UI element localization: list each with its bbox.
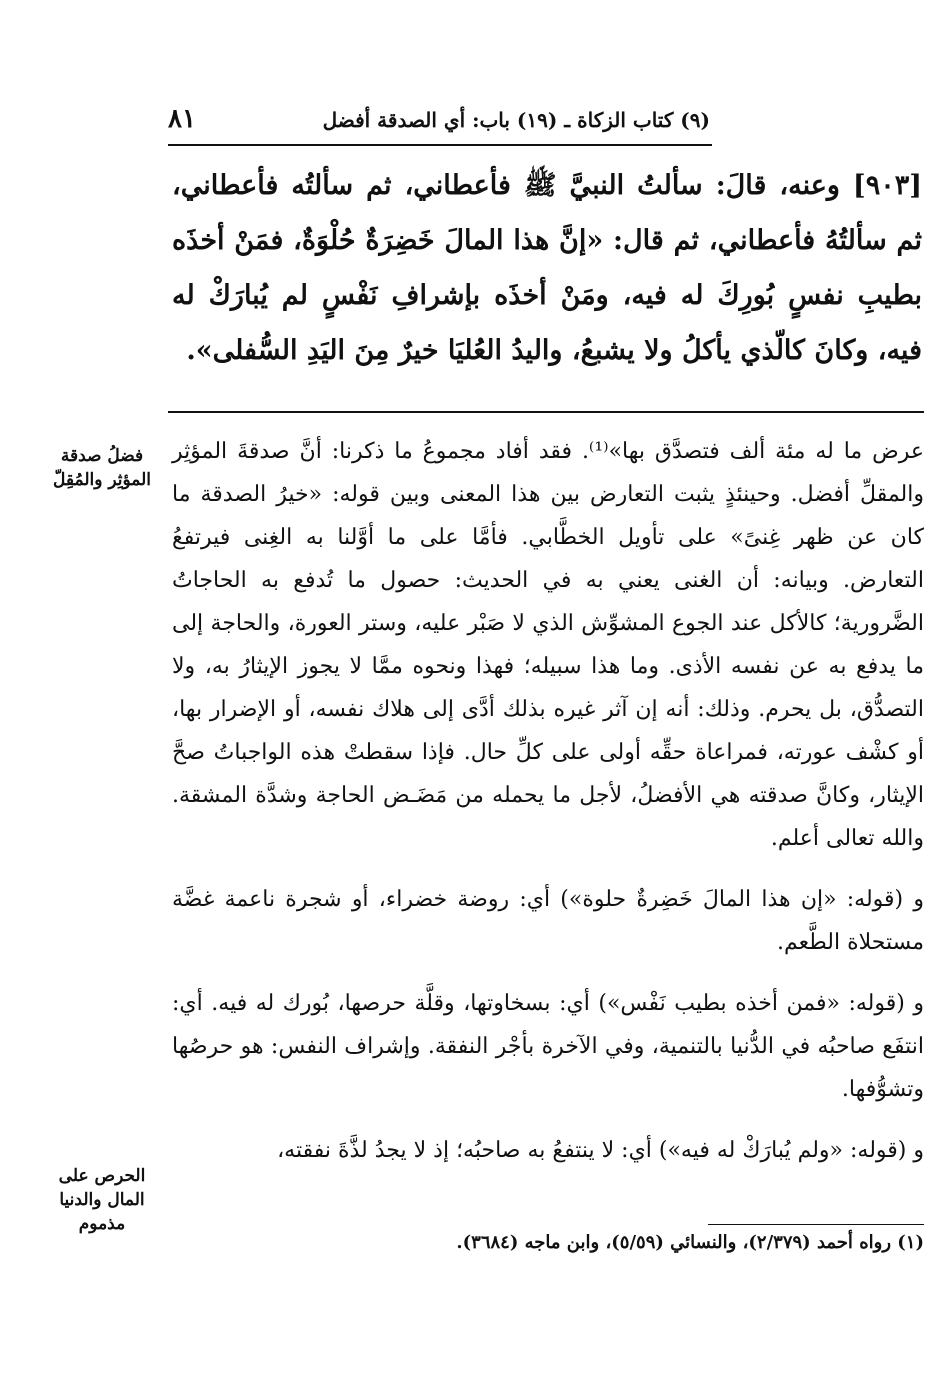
footnote: (١) رواه أحمد (٢/٣٧٩)، والنسائي (٥/٥٩)، وابن ماجه (٣٦٨٤). bbox=[456, 1232, 924, 1253]
header-divider bbox=[168, 144, 712, 146]
commentary-paragraph: و (قوله: «ولم يُبارَكْ له فيه») أي: لا ينتفعُ به صاحبُه؛ إذ لا يجدُ لذَّةَ نفقته، bbox=[277, 1138, 924, 1163]
footnote-divider bbox=[708, 1224, 924, 1225]
commentary-paragraph: عرض ما له مئة ألف فتصدَّق بها»⁽¹⁾. فقد أفاد مجموعُ ما ذكرنا: أنَّ صدقةَ المؤثِر والمقلِّ أفضل. وحينئذٍ يثبت التعارض بين هذا المعنى وبين قوله: «خيرُ الصدقة ما كان عن ظهر غِنىً» على تأويل الخطَّابي. فأمَّا على ما أوَّلنا به الغِنى فيرتفعُ التعارض. وبيانه: أن الغنى يعني به في الحديث: حصول ما تُدفع به الحاجاتُ الضَّرورية؛ كالأكل عند الجوع المشوِّش الذي لا صَبْر عليه، وستر العورة، والحاجة إلى ما يدفع به عن نفسه الأذى. وما هذا سبيله؛ فهذا ونحوه ممَّا لا يجوز الإيثارُ به، ولا التصدُّق، بل يحرم. وذلك: أنه إن آثر غيره بذلك أدَّى إلى هلاك نفسه، أو الإضرار بها، أو كشْف عورته، فمراعاة حقِّه أولى على كلِّ حال. فإذا سقطتْ هذه الواجباتُ صحَّ الإيثار، وكانَّ صدقته هي الأفضلُ، لأجل ما يحمله من مَضَـض الحاجة وشدَّة المشقة. والله تعالى أعلم. bbox=[172, 439, 924, 851]
page-number: ٨١ bbox=[168, 104, 196, 134]
commentary-paragraph: و (قوله: «فمن أخذه بطيب نَفْس») أي: بسخاوتها، وقلَّة حرصها، بُورك له فيه. أي: انتفَع صاحبُه في الدُّنيا بالتنمية، وفي الآخرة بأجْر النفقة. وإشراف النفس: هو حرصُها وتشوُّفها. bbox=[172, 991, 924, 1102]
commentary-body bbox=[172, 430, 924, 1190]
commentary-paragraph: و (قوله: «إن هذا المالَ خَضِرةٌ حلوة») أي: روضة خضراء، أو شجرة ناعمة غضَّة مستحلاة الطَّعم. bbox=[172, 887, 924, 955]
margin-heading: الحرص على المال والدنيا مذموم bbox=[58, 1166, 146, 1234]
hadith-text: [٩٠٣] وعنه، قالَ: سألتُ النبيَّ ﷺ فأعطاني، ثم سألتُه فأعطاني، ثم سألتُهُ فأعطاني، ثم قال: «إنَّ هذا المالَ خَضِرَةٌ حُلْوَةٌ، فمَنْ أخذَه بطيبِ نفسٍ بُورِكَ له فيه، ومَنْ أخذَه بإشرافِ نَفْسٍ لم يُبارَكْ له فيه، وكانَ كالّذي يأكلُ ولا يشبعُ، واليدُ العُليَا خيرٌ مِنَ اليَدِ السُّفلى». bbox=[172, 170, 922, 366]
page-header bbox=[168, 104, 710, 144]
margin-heading: فضلُ صدقة المؤثِر والمُقِلّ bbox=[53, 446, 151, 490]
section-divider bbox=[168, 411, 924, 413]
running-title: (٩) كتاب الزكاة ـ (١٩) باب: أي الصدقة أفضل bbox=[322, 108, 710, 132]
